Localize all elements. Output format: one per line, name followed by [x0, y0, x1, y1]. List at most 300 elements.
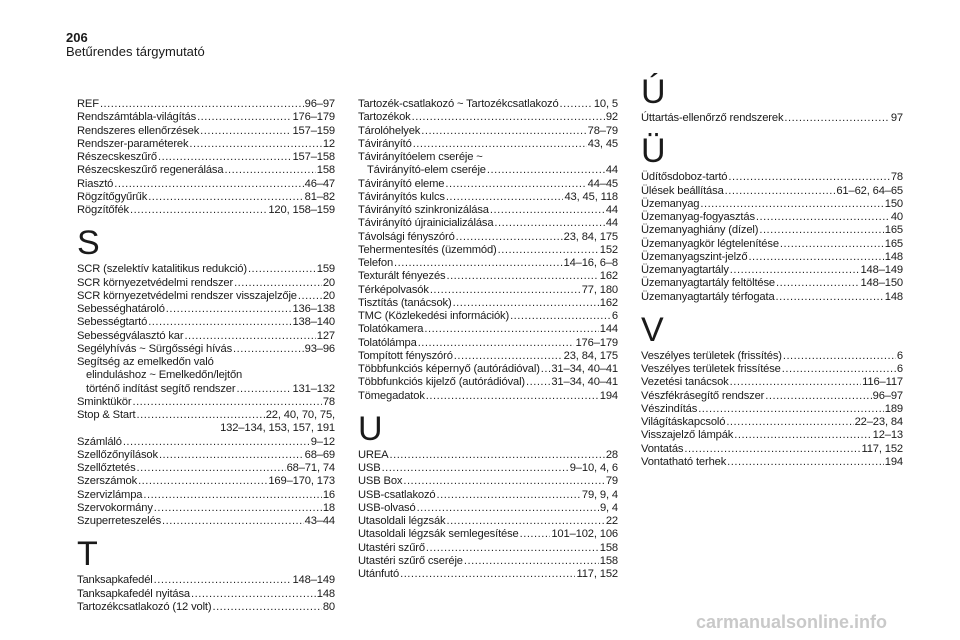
index-entry — [77, 502, 335, 515]
index-entry — [358, 502, 618, 515]
entry-pages: 169–170, 173 — [268, 475, 335, 488]
entry-pages: 9–12 — [310, 435, 335, 448]
index-entry — [77, 277, 335, 290]
index-entry — [358, 489, 618, 502]
entry-term: Szerszámok — [77, 475, 138, 488]
index-entry — [358, 350, 618, 363]
dot-leader — [137, 462, 286, 475]
entry-pages: 194 — [884, 455, 903, 468]
entry-pages: 194 — [599, 389, 618, 402]
entry-term: Térképolvasók — [358, 283, 429, 296]
entry-pages: 189 — [884, 402, 903, 415]
index-entry — [77, 356, 335, 369]
dot-leader — [730, 376, 862, 389]
dot-leader — [224, 164, 315, 177]
entry-term: Részecskeszűrő — [77, 151, 157, 163]
entry-pages: 6 — [896, 349, 903, 362]
entry-pages: 162 — [599, 296, 618, 309]
entry-pages: 20 — [322, 289, 335, 302]
entry-term: Úttartás-ellenőrző rendszerek — [641, 112, 784, 124]
index-entry — [77, 343, 335, 356]
entry-term: Üzemanyagtartály feltöltése — [641, 277, 775, 290]
entry-term: Vontatás — [641, 442, 684, 455]
entry-term: Rendszámtábla-világítás — [77, 111, 197, 124]
dot-leader — [426, 390, 599, 403]
entry-pages: 165 — [884, 224, 903, 237]
dot-leader — [158, 151, 292, 164]
entry-term: Texturált fényezés — [358, 270, 446, 283]
index-entry — [358, 178, 618, 191]
index-entry — [641, 376, 903, 389]
section-letter: Ü — [641, 132, 666, 171]
dot-leader — [184, 330, 315, 343]
entry-pages: 31–34, 40–41 — [551, 376, 618, 389]
dot-leader — [446, 191, 564, 204]
index-entry — [77, 204, 335, 217]
entry-term: Tárolóhelyek — [358, 124, 421, 137]
index-entry — [77, 409, 335, 422]
dot-leader — [234, 277, 322, 290]
entry-pages: 43, 45 — [587, 137, 618, 150]
entry-pages: 148–150 — [860, 277, 903, 290]
index-entry — [77, 330, 335, 343]
dot-leader — [162, 515, 304, 528]
dot-leader — [446, 270, 598, 283]
dot-leader — [123, 436, 310, 449]
dot-leader — [756, 211, 890, 224]
entry-pages: 44 — [605, 204, 618, 216]
dot-leader — [100, 98, 304, 111]
index-entry — [77, 290, 335, 303]
index-entry — [77, 125, 335, 138]
entry-term: Többfunkciós képernyő (autórádióval) — [358, 363, 540, 375]
index-entry — [358, 376, 618, 389]
entry-pages: 80 — [322, 600, 335, 613]
entry-pages: 78–79 — [587, 124, 618, 137]
entry-term: történő indítást segítő rendszer — [86, 382, 236, 395]
dot-leader — [412, 111, 605, 124]
index-entry — [641, 363, 903, 376]
entry-term: USB Box — [358, 475, 403, 488]
index-entry — [358, 323, 618, 336]
dot-leader — [684, 443, 860, 456]
index-entry — [641, 224, 903, 237]
entry-pages: 79, 9, 4 — [581, 488, 618, 501]
entry-term: TMC (Közlekedési információk) — [358, 310, 510, 322]
index-entry — [641, 251, 903, 264]
entry-term: Rögzítőgyűrűk — [77, 190, 148, 203]
entry-pages: 120, 158–159 — [268, 204, 335, 216]
index-entry — [77, 383, 335, 396]
entry-pages: 22 — [605, 515, 618, 527]
entry-term: Távolsági fényszóró — [358, 230, 455, 243]
entry-term: Tolatólámpa — [358, 336, 417, 349]
index-entry — [358, 111, 618, 124]
dot-leader — [437, 489, 581, 502]
entry-pages: 176–179 — [575, 336, 618, 349]
entry-term: Tisztítás (tanácsok) — [358, 296, 452, 309]
dot-leader — [734, 429, 871, 442]
index-entry — [358, 363, 618, 376]
entry-pages: 127 — [316, 329, 335, 342]
index-entry — [641, 185, 903, 198]
entry-pages: 28 — [605, 448, 618, 461]
entry-term: Tanksapkafedél — [77, 574, 153, 587]
entry-term: Utasoldali légzsák semlegesítése — [358, 528, 519, 541]
entry-pages: 6 — [611, 310, 618, 322]
entry-term: Vezetési tanácsok — [641, 376, 729, 389]
index-entry — [358, 138, 618, 151]
index-entry — [358, 449, 618, 462]
dot-leader — [132, 396, 321, 409]
entry-term: Szervizlámpa — [77, 488, 143, 501]
entry-term: Utastéri szűrő cseréje — [358, 554, 463, 567]
index-entry — [641, 390, 903, 403]
entry-term: Tömegadatok — [358, 389, 425, 402]
entry-term: Ülések beállítása — [641, 184, 724, 197]
entry-pages: 101–102, 106 — [551, 528, 618, 541]
entry-term: Szervokormány — [77, 501, 153, 514]
entry-term: Többfunkciós kijelző (autórádióval) — [358, 376, 525, 389]
entry-pages: 148–149 — [292, 574, 335, 587]
index-entry — [77, 151, 335, 164]
entry-pages: 23, 84, 175 — [563, 349, 618, 362]
entry-term: Üzemanyag — [641, 197, 700, 210]
dot-leader — [698, 403, 884, 416]
index-entry — [358, 528, 618, 541]
dot-leader — [541, 363, 551, 376]
entry-pages: 96–97 — [872, 389, 903, 402]
entry-pages: 148 — [316, 587, 335, 600]
index-entry — [641, 350, 903, 363]
entry-term: Távirányító szinkronizálása — [358, 204, 489, 216]
index-entry — [358, 337, 618, 350]
index-column-1 — [77, 98, 335, 614]
dot-leader — [189, 138, 321, 151]
dot-leader — [454, 350, 563, 363]
entry-pages: 12 — [322, 137, 335, 150]
entry-term: Üzemanyag-fogyasztás — [641, 211, 755, 223]
index-entry — [358, 542, 618, 555]
index-entry — [641, 238, 903, 251]
entry-term: Szellőztetés — [77, 462, 136, 474]
dot-leader — [424, 323, 598, 336]
entry-term: Üzemanyaghiány (dízel) — [641, 224, 759, 237]
index-entry — [77, 574, 335, 587]
entry-term: Tartozék-csatlakozó ~ Tartozékcsatlakozó — [358, 98, 559, 110]
dot-leader — [413, 138, 587, 151]
dot-leader — [197, 111, 291, 124]
dot-leader — [417, 502, 599, 515]
index-entry — [77, 475, 335, 488]
dot-leader — [748, 251, 883, 264]
dot-leader — [166, 303, 292, 316]
entry-term: Riasztó — [77, 177, 114, 190]
dot-leader — [426, 542, 599, 555]
entry-pages: 68–71, 74 — [286, 462, 335, 474]
entry-pages: 43, 45, 118 — [564, 190, 618, 203]
entry-term: Utánfutó — [358, 568, 400, 580]
entry-pages: 144 — [599, 323, 618, 336]
dot-leader — [453, 297, 599, 310]
entry-term: Utasoldali légzsák — [358, 515, 446, 527]
entry-term: Távirányító — [358, 137, 412, 150]
entry-term: Rendszer-paraméterek — [77, 137, 189, 150]
entry-term: Telefon — [358, 257, 394, 269]
dot-leader — [494, 217, 604, 230]
entry-term: Tolatókamera — [358, 323, 424, 336]
entry-pages: 148–149 — [860, 264, 903, 276]
dot-leader — [159, 449, 304, 462]
dot-leader — [560, 98, 593, 111]
index-entry — [641, 171, 903, 184]
index-entry — [77, 178, 335, 191]
dot-leader — [148, 316, 291, 329]
entry-term: Visszajelző lámpák — [641, 429, 734, 442]
index-entry — [77, 191, 335, 204]
entry-term: Rendszeres ellenőrzések — [77, 124, 200, 137]
entry-pages: 79 — [605, 475, 618, 488]
section-letter: S — [77, 224, 100, 263]
entry-pages: 9–10, 4, 6 — [569, 462, 618, 474]
index-entry — [641, 403, 903, 416]
dot-leader — [389, 449, 604, 462]
index-entry — [77, 164, 335, 177]
entry-pages: 12–13 — [872, 429, 903, 442]
entry-pages: 61–62, 64–65 — [836, 184, 903, 197]
entry-term: Üzemanyagtartály — [641, 264, 729, 276]
entry-pages: 136–138 — [292, 303, 335, 315]
entry-pages: 43–44 — [304, 515, 335, 527]
entry-term: Sebességválasztó kar — [77, 329, 184, 342]
index-entry — [641, 443, 903, 456]
entry-pages: 31–34, 40–41 — [551, 363, 618, 375]
index-entry — [641, 277, 903, 290]
section-letter: U — [358, 409, 383, 448]
index-entry — [358, 462, 618, 475]
entry-term: Részecskeszűrő regenerálása — [77, 164, 224, 177]
index-entry — [358, 555, 618, 568]
index-entry — [77, 462, 335, 475]
index-entry — [358, 390, 618, 403]
dot-leader — [784, 112, 889, 125]
dot-leader — [727, 456, 884, 469]
dot-leader — [490, 204, 605, 217]
entry-pages: 138–140 — [292, 316, 335, 329]
entry-term: Rögzítőfék — [77, 204, 129, 216]
entry-pages: 97 — [890, 112, 903, 124]
entry-pages: 16 — [322, 488, 335, 501]
index-entry — [358, 297, 618, 310]
entry-term: elinduláshoz ~ Emelkedőn/lejtőn — [86, 369, 243, 382]
dot-leader — [700, 198, 883, 211]
entry-term: Szellőzőnyílások — [77, 448, 158, 461]
index-entry — [358, 217, 618, 230]
index-entry — [358, 151, 618, 164]
dot-leader — [782, 363, 896, 376]
entry-term: USB-csatlakozó — [358, 488, 436, 501]
dot-leader — [726, 416, 853, 429]
dot-leader — [464, 555, 599, 568]
dot-leader — [137, 409, 265, 422]
page-number: 206 — [66, 30, 88, 45]
index-entry — [641, 112, 903, 125]
page-title: Betűrendes tárgymutató — [66, 44, 205, 59]
index-entry — [358, 270, 618, 283]
entry-pages: 158 — [599, 541, 618, 554]
index-entry — [77, 489, 335, 502]
entry-pages: 77, 180 — [581, 283, 618, 296]
index-entry — [358, 98, 618, 111]
entry-pages: 148 — [884, 250, 903, 263]
section-letter: V — [641, 310, 664, 349]
entry-term: Tanksapkafedél nyitása — [77, 587, 190, 600]
entry-term: Szuperreteszelés — [77, 515, 162, 527]
entry-pages: 22–23, 84 — [854, 416, 903, 428]
entry-term: UREA — [358, 448, 389, 461]
dot-leader — [212, 601, 321, 614]
entry-term: Vontatható terhek — [641, 455, 727, 468]
entry-pages: 93–96 — [304, 342, 335, 355]
index-entry — [77, 263, 335, 276]
entry-term: REF — [77, 98, 99, 110]
entry-term: USB-olvasó — [358, 501, 416, 514]
dot-leader — [776, 291, 884, 304]
entry-pages: 157–158 — [292, 151, 335, 163]
entry-term: Világításkapcsoló — [641, 416, 726, 428]
dot-leader — [248, 263, 316, 276]
dot-leader — [510, 310, 611, 323]
dot-leader — [421, 125, 586, 138]
entry-pages: 96–97 — [304, 98, 335, 110]
dot-leader — [725, 185, 836, 198]
dot-leader — [394, 257, 562, 270]
entry-pages: 158 — [316, 164, 335, 177]
entry-term: Utastéri szűrő — [358, 541, 425, 554]
entry-pages: 158 — [599, 554, 618, 567]
index-entry — [77, 369, 335, 382]
dot-leader — [456, 231, 563, 244]
entry-pages: 20 — [322, 276, 335, 289]
dot-leader — [154, 574, 292, 587]
dot-leader — [759, 224, 883, 237]
index-entry — [77, 98, 335, 111]
dot-leader — [400, 568, 575, 581]
index-entry — [358, 164, 618, 177]
index-entry — [358, 475, 618, 488]
dot-leader — [403, 475, 605, 488]
index-entry — [77, 422, 335, 435]
entry-pages: 10, 5 — [593, 98, 618, 110]
entry-term: Segítség az emelkedőn való — [77, 356, 214, 368]
index-entry — [77, 449, 335, 462]
entry-pages: 22, 40, 70, 75, — [265, 409, 335, 421]
index-column-3 — [641, 66, 903, 469]
entry-term: Távirányító-elem cseréje — [367, 164, 486, 177]
index-entry — [358, 515, 618, 528]
dot-leader — [148, 191, 303, 204]
entry-pages: 44 — [605, 217, 618, 230]
section-letter: Ú — [641, 73, 666, 111]
dot-leader — [154, 502, 322, 515]
dot-leader — [730, 264, 860, 277]
entry-term: Veszélyes területek frissítése — [641, 363, 781, 375]
entry-term: Távirányító újrainicializálása — [358, 217, 494, 230]
entry-term: SCR (szelektív katalitikus redukció) — [77, 263, 247, 276]
index-entry — [358, 284, 618, 297]
entry-pages: 92 — [605, 111, 618, 124]
entry-term: Tartozékcsatlakozó (12 volt) — [77, 600, 212, 613]
entry-pages: 152 — [599, 243, 618, 256]
dot-leader — [130, 204, 267, 217]
index-entry — [358, 244, 618, 257]
index-entry — [358, 310, 618, 323]
entry-term: Sebességhatároló — [77, 303, 165, 315]
entry-pages: 78 — [890, 171, 903, 184]
dot-leader — [780, 238, 884, 251]
entry-term: Vészindítás — [641, 402, 698, 415]
entry-term: Segélyhívás ~ Sürgősségi hívás — [77, 342, 233, 355]
entry-term: Távirányító eleme — [358, 177, 445, 190]
index-entry — [77, 588, 335, 601]
watermark-url: carmanualsonline.info — [696, 612, 888, 632]
entry-term: Üzemanyagszint-jelző — [641, 250, 748, 263]
dot-leader — [526, 376, 550, 389]
dot-leader — [191, 588, 316, 601]
dot-leader — [783, 350, 896, 363]
entry-pages: 46–47 — [304, 177, 335, 190]
entry-pages: 44 — [605, 164, 618, 177]
entry-pages: 40 — [890, 211, 903, 223]
entry-term: Távirányítós kulcs — [358, 190, 445, 203]
dot-leader — [728, 171, 889, 184]
dot-leader — [382, 462, 569, 475]
entry-term: Tehermentesítés (üzemmód) — [358, 243, 497, 256]
entry-term: Sebességtartó — [77, 316, 148, 329]
entry-term: Üzemanyagkör légtelenítése — [641, 237, 779, 250]
entry-pages: 9, 4 — [599, 501, 618, 514]
index-entry — [77, 515, 335, 528]
dot-leader — [765, 390, 871, 403]
entry-term: Stop & Start — [77, 409, 136, 421]
entry-pages: 116–117 — [862, 376, 903, 389]
entry-pages: 18 — [322, 501, 335, 514]
entry-term: Számláló — [77, 435, 122, 448]
index-entry — [641, 429, 903, 442]
entry-pages: 159 — [316, 263, 335, 276]
entry-term: SCR környezetvédelmi rendszer — [77, 276, 234, 289]
index-entry — [77, 436, 335, 449]
dot-leader — [487, 164, 605, 177]
dot-leader — [298, 290, 322, 303]
dot-leader — [233, 343, 304, 356]
index-entry — [358, 257, 618, 270]
index-entry — [358, 204, 618, 217]
entry-pages: 131–132 — [292, 382, 335, 395]
entry-pages: 44–45 — [587, 177, 618, 190]
index-entry — [358, 231, 618, 244]
dot-leader — [430, 284, 581, 297]
entry-pages: 157–159 — [292, 124, 335, 137]
entry-term: Sminktükör — [77, 395, 132, 408]
entry-pages: 23, 84, 175 — [563, 230, 618, 243]
entry-term: SCR környezetvédelmi rendszer visszajelzője — [77, 289, 297, 302]
dot-leader — [498, 244, 599, 257]
entry-term: Távirányítóelem cseréje ~ — [358, 151, 483, 163]
entry-pages: 176–179 — [292, 111, 335, 124]
index-entry — [77, 138, 335, 151]
dot-leader — [138, 475, 267, 488]
